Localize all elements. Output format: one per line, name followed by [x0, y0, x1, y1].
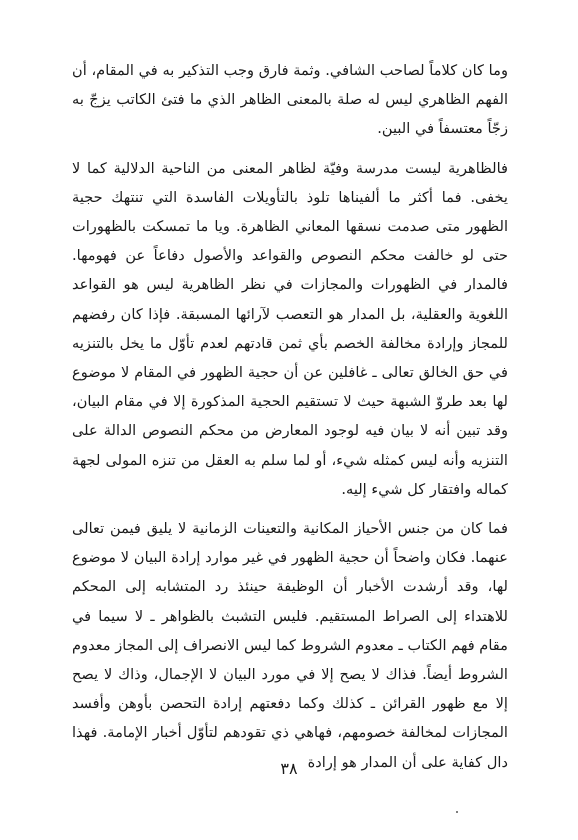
scan-dot	[456, 811, 458, 813]
paragraph: وما كان كلاماً لصاحب الشافي. وثمة فارق وجب التذكير به في المقام، أن الفهم الظاهري ليس له صلة بالمعنى الظاهر الذي ما فتئ الكاتب يزجّ به زجّاً معتسفاً في البين.	[72, 62, 508, 138]
page-number: ٣٨	[280, 759, 298, 778]
paragraph: فما كان من جنس الأحياز المكانية والتعينات الزمانية لا يليق فيمن تعالى عنهما. فكان واضحاً أن حجية الظهور في غير موارد إرادة البيان لا موضوع لها، وقد أرشدت الأخبار أن الوظيفة حينئذ رد المتشابه إلى المحكم للاهتداء إلى الصراط المستقيم. فليس التشبث بالظواهر ـ لا سيما في مقام فهم الكتاب ـ معدوم الشروط كما ليس الانصراف إلى المجاز معدوم الشروط أيضاً. فذاك لا يصح إلا في مورد البيان لا الإجمال، وذاك لا يصح إلا مع ظهور القرائن ـ كذلك وكما دفعتهم إرادة التحصن بأوهن وأفسد المجازات لمخالفة خصومهم، فهاهي ذي تقودهم لتأوّل أخبار الإمامة. فهذا دال كفاية على أن المدار هو إرادة	[71, 520, 508, 771]
paragraph: فالظاهرية ليست مدرسة وفيّة لظاهر المعنى من الناحية الدلالية كما لا يخفى. فما أكثر ما ألفيناها تلوذ بالتأويلات الفاسدة التي تنتهك حجية الظهور متى صدمت نسقها المعاني الظاهرة. ويا ما تمسكت بالظهورات حتى لو خالفت محكم النصوص والقواعد والأصول دفاعاً عن فهومها. فالمدار في الظهورات والمجازات في نظر الظاهرية ليس هو القواعد اللغوية والعقلية، بل المدار هو التعصب لآرائها المسبقة. فإذا كان رفضهم للمجاز وإرادة مخالفة الخصم بأي ثمن قادتهم لعدم تأوّل ما يخل بالتنزيه في حق الخالق تعالى ـ غافلين عن أن حجية الظهور في المقام لا موضوع لها بعد طروّ الشبهة حيث لا تستقيم الحجية المذكورة إلا في مقام البيان، وقد تبين أنه لا بيان فيه لوجود المعارض من محكم النصوص الدالة على التنزيه وأنه ليس كمثله شيء، أو لما سلم به العقل من تنزه المولى لجهة كماله وافتقار كل شيء إليه.	[72, 159, 508, 498]
body-text	[72, 56, 508, 777]
